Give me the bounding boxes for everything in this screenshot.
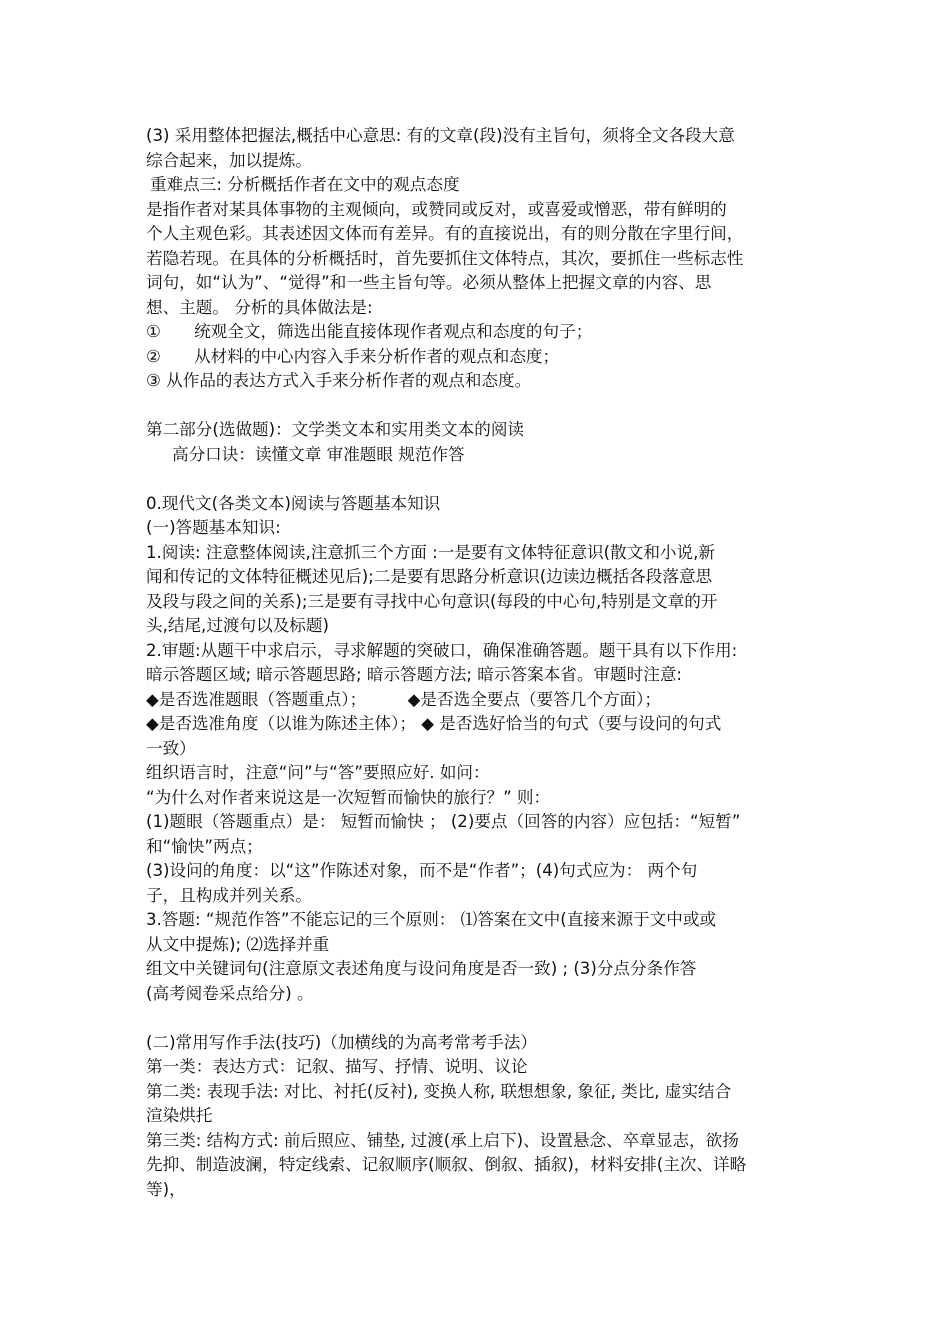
text-line: 子，且构成并列关系。 (146, 885, 312, 905)
text-line: (1)题眼（答题重点）是： 短暂而愉快 ； (2)要点（回答的内容）应包括：“短暂” (146, 812, 741, 831)
text-line: 想、主题。 分析的具体做法是: (146, 297, 373, 317)
text-line: 先抑、制造波澜，特定线索、记叙顺序(顺叙、倒叙、插叙)，材料安排(主次、详略 (146, 1155, 747, 1174)
text-line: 第一类：表达方式：记叙、描写、抒情、说明、议论 (146, 1057, 528, 1076)
text-line: 从文中提炼); ⑵选择并重 (146, 934, 330, 954)
text-line: 2.审题:从题干中求启示，寻求解题的突破口，确保准确答题。题干具有以下作用: (146, 640, 738, 660)
text-line: 渲染烘托 (146, 1106, 213, 1125)
blank-line (146, 394, 811, 419)
subsection-heading: (二)常用写作手法(技巧)（加横线的为高考常考手法） (146, 1032, 537, 1052)
list-item: ① 统观全文，筛选出能直接体现作者观点和态度的句子； (146, 322, 593, 341)
text-line: 1.阅读: 注意整体阅读,注意抓三个方面 :一是要有文体特征意识(散文和小说,新 (146, 542, 715, 562)
section-heading: 第二部分(选做题)：文学类文本和实用类文本的阅读 (146, 420, 525, 439)
text-line: ◆是否选准角度（以谁为陈述主体）； ◆ 是否选好恰当的句式（要与设问的句式 (146, 714, 722, 733)
text-line: 及段与段之间的关系);三是要有寻找中心句意识(每段的中心句,特别是文章的开 (146, 591, 718, 611)
text-line: “为什么对作者来说这是一次短暂而愉快的旅行？” 则： (146, 787, 551, 807)
text-line: (3)设问的角度：以“这”作陈述对象，而不是“作者”；(4)句式应为： 两个句 (146, 861, 698, 880)
text-line: ◆是否选准题眼（答题重点）； ◆是否选全要点（要答几个方面）； (146, 689, 662, 709)
subsection-heading: (一)答题基本知识: (146, 518, 281, 537)
text-line: 高分口诀：读懂文章 审准题眼 规范作答 (172, 444, 465, 464)
text-line: 组织语言时，注意“问”与“答”要照应好. 如问： (146, 763, 490, 782)
section-heading: 重难点三: 分析概括作者在文中的观点态度 (150, 175, 460, 194)
text-line: 词句，如“认为”、“觉得”和一些主旨句等。必须从整体上把握文章的内容、思 (146, 273, 712, 292)
text-line: 和“愉快”两点； (146, 836, 263, 856)
text-line: 若隐若现。在具体的分析概括时，首先要抓住文体特点，其次，要抓住一些标志性 (146, 248, 744, 268)
text-line: 第二类: 表现手法: 对比、衬托(反衬), 变换人称, 联想想象, 象征, 类比, 虚实结合 (146, 1081, 732, 1101)
text-line: 3.答题: “规范作答”不能忘记的三个原则： ⑴答案在文中(直接来源于文中或或 (146, 910, 717, 929)
section-heading: 0.现代文(各类文本)阅读与答题基本知识 (146, 493, 441, 513)
text-line: (3) 采用整体把握法,概括中心意思: 有的文章(段)没有主旨句，须将全文各段大意 (146, 126, 735, 145)
text-line: 闻和传记的文体特征概述见后);二是要有思路分析意识(边读边概括各段落意思 (146, 567, 713, 586)
list-item: ③ 从作品的表达方式入手来分析作者的观点和态度。 (146, 371, 532, 390)
document-page (146, 124, 811, 1202)
blank-line (146, 1006, 811, 1031)
text-line: 组文中关键词句(注意原文表述角度与设问角度是否一致) ; (3)分点分条作答 (146, 959, 697, 978)
text-line: 综合起来，加以提炼。 (146, 150, 312, 170)
blank-line (146, 467, 811, 492)
text-line: 等)， (146, 1179, 186, 1199)
text-line: (高考阅卷采点给分) 。 (146, 983, 314, 1003)
text-line: 个人主观色彩。其表述因文体而有差异。有的直接说出，有的则分散在字里行间， (146, 224, 744, 243)
list-item: ② 从材料的中心内容入手来分析作者的观点和态度； (146, 346, 560, 366)
text-line: 第三类: 结构方式: 前后照应、铺垫, 过渡(承上启下)、设置悬念、卒章显志，欲扬 (146, 1130, 739, 1150)
text-line: 暗示答题区域; 暗示答题思路; 暗示答题方法; 暗示答案本省。审题时注意: (146, 665, 682, 684)
text-line: 一致） (146, 738, 196, 758)
text-line: 是指作者对某具体事物的主观倾向，或赞同或反对，或喜爱或憎恶，带有鲜明的 (146, 199, 727, 219)
text-line: 头,结尾,过渡句以及标题) (146, 616, 329, 635)
